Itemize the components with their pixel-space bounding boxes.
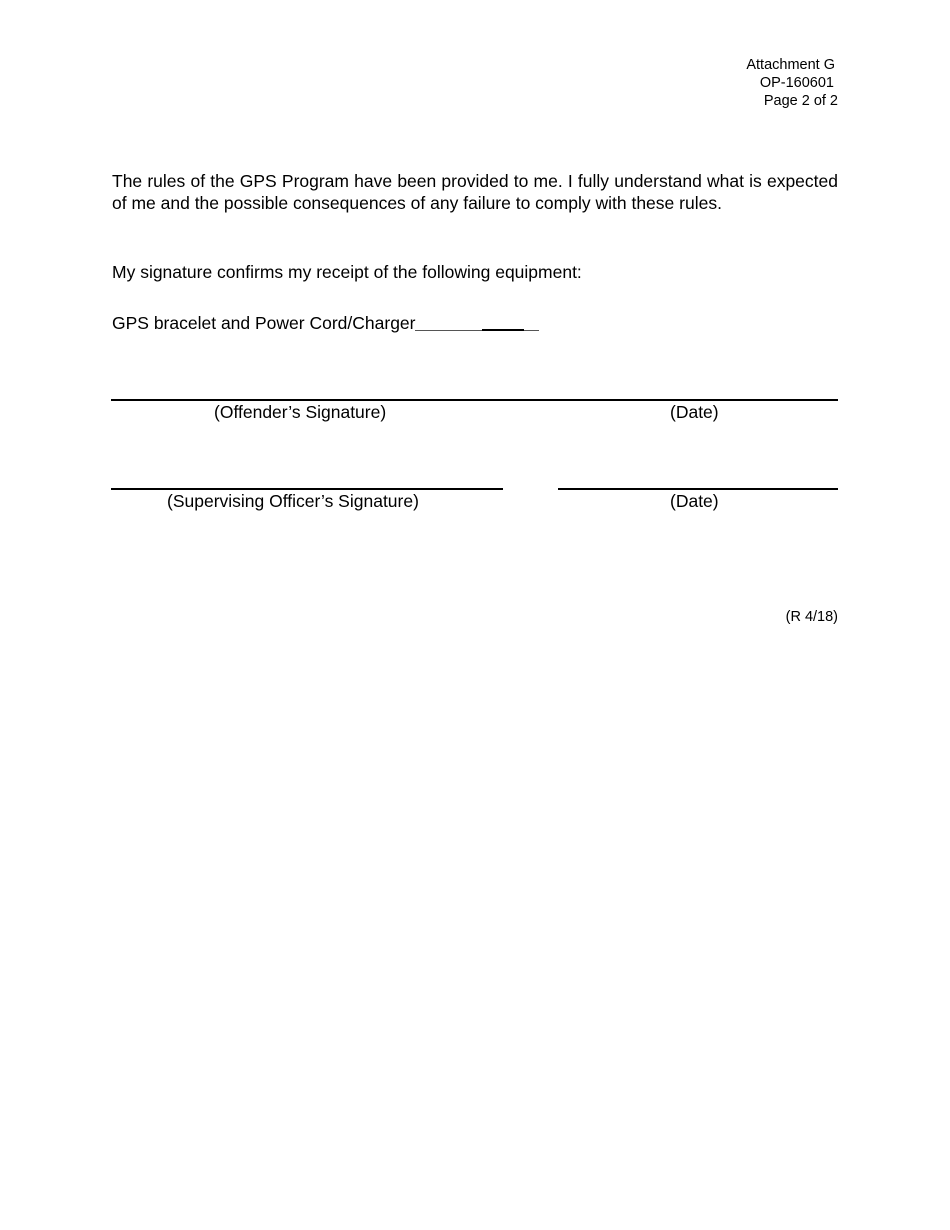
equipment-item-label: GPS bracelet and Power Cord/Charger (112, 313, 416, 333)
page-number: Page 2 of 2 (763, 93, 838, 109)
offender-signature-label: (Offender’s Signature) (214, 402, 387, 422)
revision-code: (R 4/18) (785, 609, 838, 625)
document-header (746, 56, 838, 110)
attachment-label: Attachment G (746, 57, 835, 73)
officer-signature-label: (Supervising Officer’s Signature) (167, 491, 419, 511)
rules-paragraph: The rules of the GPS Program have been provided to me. I fully understand what is expected of me and the possible consequences of any failure to comply with these rules. (112, 171, 838, 213)
equipment-item-row (112, 312, 838, 335)
officer-date-line[interactable] (558, 488, 838, 490)
offender-date-label: (Date) (670, 402, 719, 422)
offender-signature-line[interactable] (111, 399, 838, 401)
officer-date-label: (Date) (670, 491, 719, 511)
equipment-confirmation-text: My signature confirms my receipt of the following equipment: (112, 262, 582, 282)
equipment-receipt-blank[interactable] (415, 312, 539, 329)
op-number: OP-160601 (759, 75, 834, 91)
officer-signature-line[interactable] (111, 488, 503, 490)
